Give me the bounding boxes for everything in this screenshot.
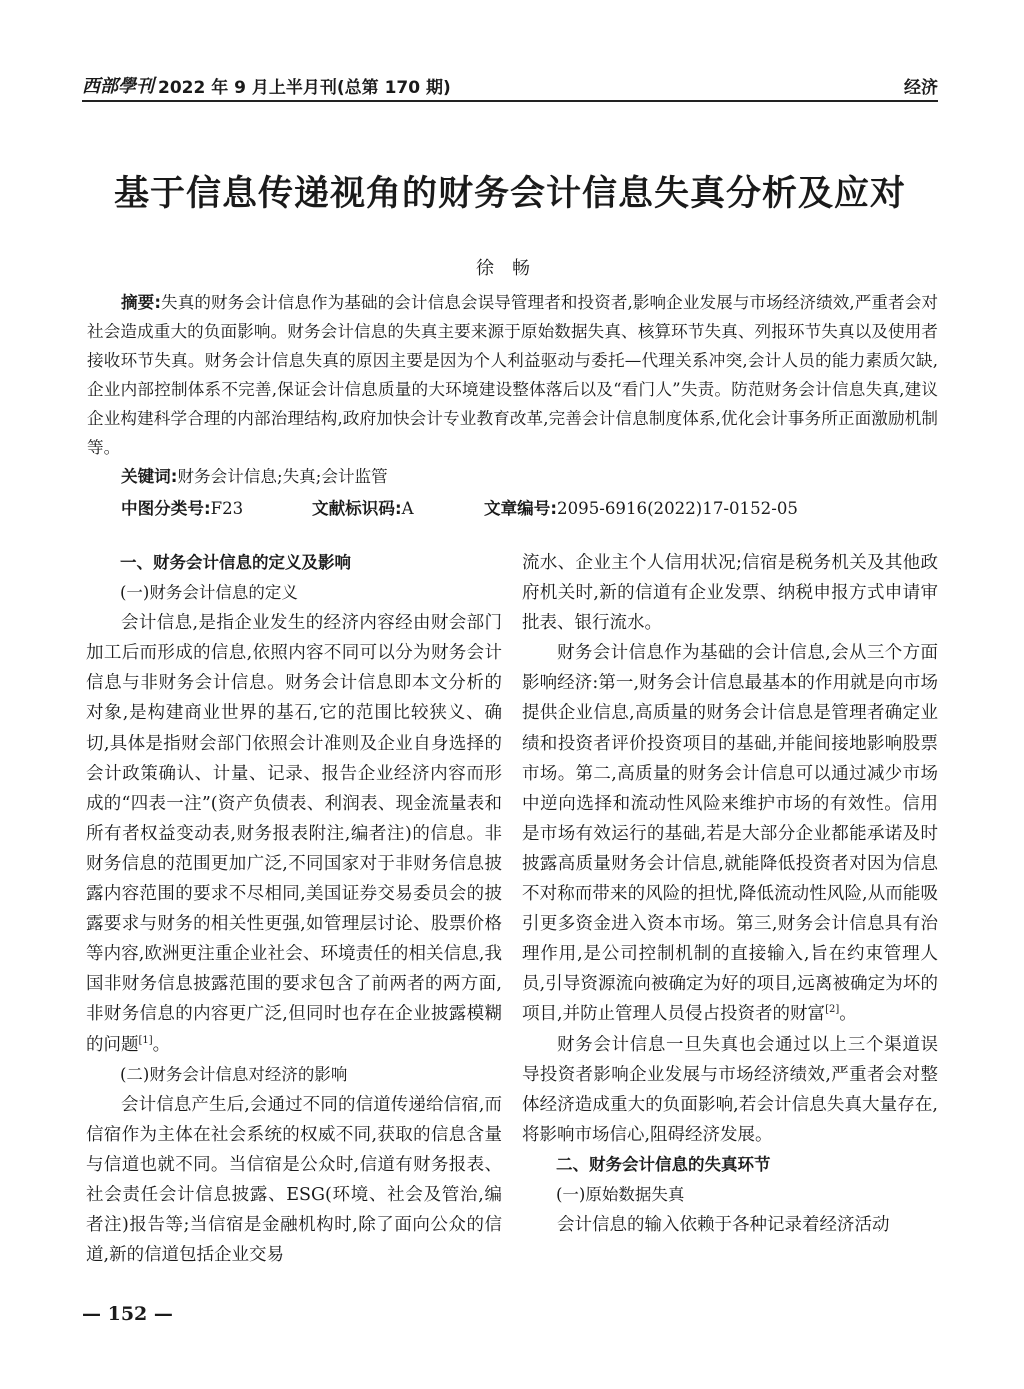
running-header (82, 70, 938, 102)
paragraph: 财务会计信息作为基础的会计信息,会从三个方面影响经济:第一,财务会计信息最基本的作用就是向市场提供企业信息,高质量的财务会计信息是管理者确定业绩和投资者评价投资项目的基础,并能间接地影响股票市场。第二,高质量的财务会计信息可以通过减少市场中逆向选择和流动性风险来维护市场的有效性。信用是市场有效运行的基础,若是大部分企业都能承诺及时披露高质量财务会计信息,就能降低投资者对因为信息不对称而带来的风险的担忧,降低流动性风险,从而能吸引更多资金进入资本市场。第三,财务会计信息具有治理作用,是公司控制机制的直接输入,旨在约束管理人员,引导资源流向被确定为好的项目,远离被确定为坏的项目,并防止管理人员侵占投资者的财富[2]。 (522, 643, 938, 1025)
citation: [2] (825, 1004, 840, 1016)
page-number: — 152 — (82, 1303, 173, 1325)
section-heading: 一、财务会计信息的定义及影响 (120, 553, 351, 572)
subsection-heading: (一)财务会计信息的定义 (120, 583, 298, 603)
body-column-left (86, 548, 502, 1270)
section-name: 经济 (904, 78, 938, 98)
paragraph: 财务会计信息一旦失真也会通过以上三个渠道误导投资者影响企业发展与市场经济绩效,严重者会对整体经济造成重大的负面影响,若会计信息失真大量存在,将影响市场信心,阻碍经济发展。 (522, 1034, 938, 1145)
article-title: 基于信息传递视角的财务会计信息失真分析及应对 (113, 174, 906, 214)
abstract-text: 失真的财务会计信息作为基础的会计信息会误导管理者和投资者,影响企业发展与市场经济绩效,严重者会对社会造成重大的负面影响。财务会计信息的失真主要来源于原始数据失真、核算环节失真、列报环节失真以及使用者接收环节失真。财务会计信息失真的原因主要是因为个人利益驱动与委托—代理关系冲突,会计人员的能力素质欠缺,企业内部控制体系不完善,保证会计信息质量的大环境建设整体落后以及“看门人”失责。防范财务会计信息失真,建议企业构建科学合理的内部治理结构,政府加快会计专业教育改革,完善会计信息制度体系,优化会计事务所正面激励机制等。 (87, 293, 939, 457)
abstract (87, 288, 938, 491)
paragraph-continued: 流水、企业主个人信用状况;信宿是税务机关及其他政府机关时,新的信道有企业发票、纳税申报方式申请审批表、银行流水。 (522, 553, 938, 634)
subsection-heading: (二)财务会计信息对经济的影响 (120, 1064, 348, 1084)
journal-logo: 西部學刊 (82, 76, 154, 97)
paragraph: 会计信息产生后,会通过不同的信道传递给信宿,而信宿作为主体在社会系统的权威不同,获取的信息含量与信道也就不同。当信宿是公众时,信道有财务报表、社会责任会计信息披露、ESG(环境、社会及管治,编者注)报告等;当信宿是金融机构时,除了面向公众的信道,新的信道包括企业交易 (86, 1094, 502, 1266)
keywords-text: 财务会计信息;失真;会计监管 (177, 467, 388, 486)
section-heading: 二、财务会计信息的失真环节 (556, 1154, 771, 1174)
author: 徐畅 (476, 258, 548, 279)
paragraph: 会计信息,是指企业发生的经济内容经由财会部门加工后而形成的信息,依照内容不同可以分为财务会计信息与非财务会计信息。财务会计信息即本文分析的对象,是构建商业世界的基石,它的范围比较狭义、确切,具体是指财会部门依照会计准则及企业自身选择的会计政策确认、计量、记录、报告企业经济内容而形成的“四表一注”(资产负债表、利润表、现金流量表和所有者权益变动表,财务报表附注,编者注)的信息。非财务信息的范围更加广泛,不同国家对于非财务信息披露内容范围的要求不尽相同,美国证券交易委员会的披露要求与财务的相关性更强,如管理层讨论、股票价格等内容,欧洲更注重企业社会、环境责任的相关信息,我国非财务信息披露范围的要求包含了前两者的两方面,非财务信息的内容更广泛,但同时也存在企业披露模糊的问题[1]。 (86, 613, 502, 1055)
paragraph: 会计信息的输入依赖于各种记录着经济活动 (557, 1215, 890, 1236)
citation: [1] (138, 1034, 153, 1046)
journal-issue: 2022 年 9 月上半月刊(总第 170 期) (158, 78, 451, 98)
article-number: 文章编号:2095-6916(2022)17-0152-05 (484, 499, 798, 518)
document-code: 文献标识码:A (312, 499, 414, 518)
body-column-right (522, 548, 938, 1240)
abstract-label: 摘要: (121, 293, 161, 312)
subsection-heading: (一)原始数据失真 (556, 1184, 685, 1204)
clc-number: 中图分类号:F23 (121, 499, 244, 518)
keywords-label: 关键词: (121, 467, 178, 486)
